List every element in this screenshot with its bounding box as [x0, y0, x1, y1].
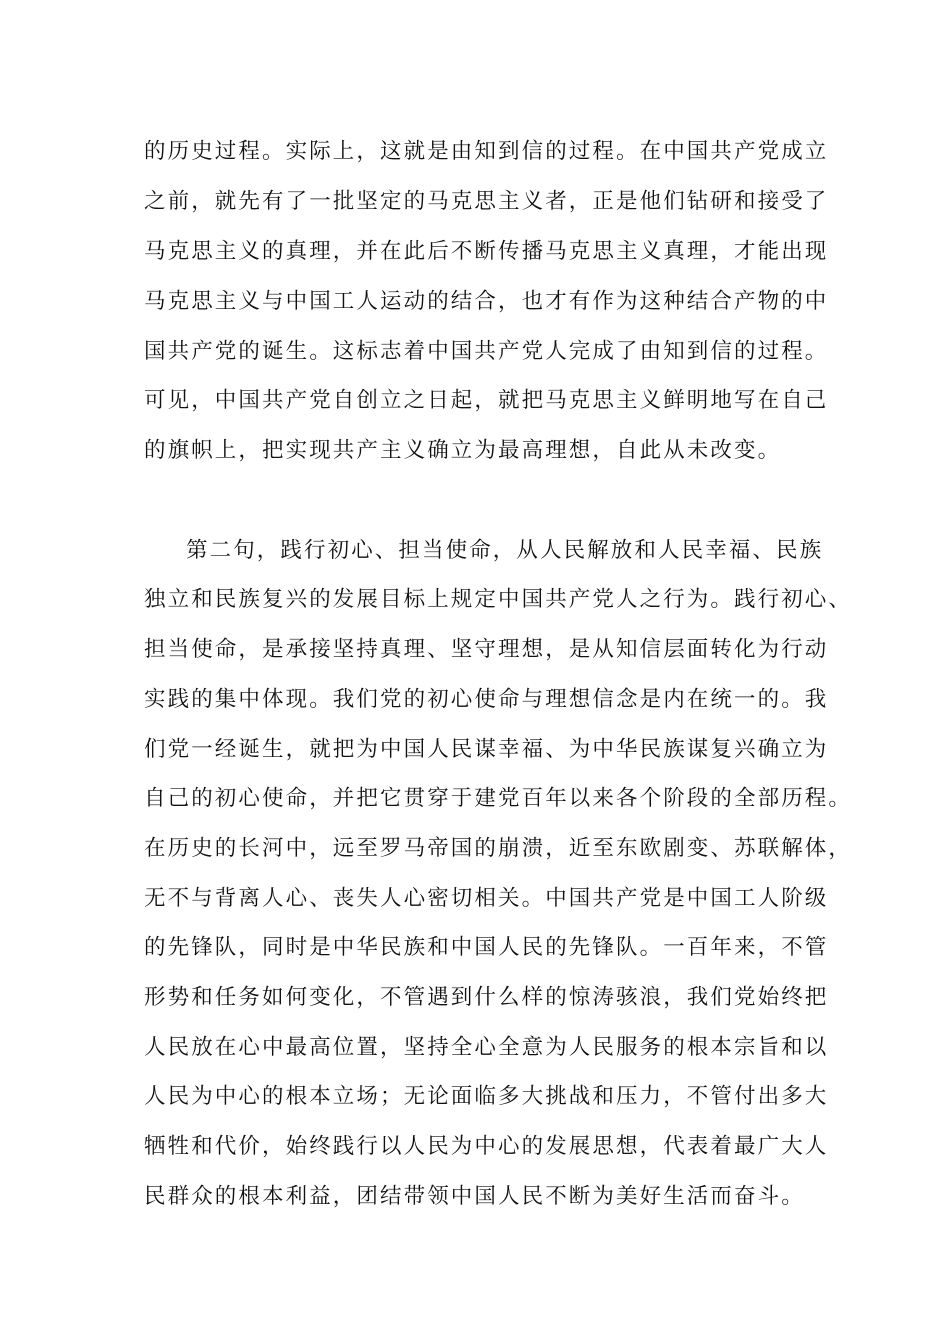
text-line: 们党一经诞生，就把为中国人民谋幸福、为中华民族谋复兴确立为: [144, 737, 829, 762]
text-line: 可见，中国共产党自创立之日起，就把马克思主义鲜明地写在自己: [144, 388, 829, 413]
text-line: 形势和任务如何变化，不管遇到什么样的惊涛骇浪，我们党始终把: [144, 985, 829, 1010]
text-line: 人民放在心中最高位置，坚持全心全意为人民服务的根本宗旨和以: [144, 1035, 829, 1060]
text-line: 担当使命，是承接坚持真理、坚守理想，是从知信层面转化为行动: [144, 637, 829, 662]
text-line: 马克思主义与中国工人运动的结合，也才有作为这种结合产物的中: [144, 289, 829, 314]
text-line: 牺牲和代价，始终践行以人民为中心的发展思想，代表着最广大人: [144, 1134, 829, 1159]
text-line: 在历史的长河中，远至罗马帝国的崩溃，近至东欧剧变、苏联解体，: [144, 836, 853, 861]
text-line: 的历史过程。实际上，这就是由知到信的过程。在中国共产党成立: [144, 139, 829, 164]
text-line: 马克思主义的真理，并在此后不断传播马克思主义真理，才能出现: [144, 239, 829, 264]
text-line: 之前，就先有了一批坚定的马克思主义者，正是他们钻研和接受了: [144, 189, 829, 214]
text-line: 的旗帜上，把实现共产主义确立为最高理想，自此从未改变。: [144, 438, 782, 463]
text-line: 独立和民族复兴的发展目标上规定中国共产党人之行为。践行初心、: [144, 587, 853, 612]
text-line: 无不与背离人心、丧失人心密切相关。中国共产党是中国工人阶级: [144, 886, 829, 911]
text-line: 国共产党的诞生。这标志着中国共产党人完成了由知到信的过程。: [144, 339, 829, 364]
text-line: 自己的初心使命，并把它贯穿于建党百年以来各个阶段的全部历程。: [144, 786, 853, 811]
text-line: 实践的集中体现。我们党的初心使命与理想信念是内在统一的。我: [144, 687, 829, 712]
text-line: 人民为中心的根本立场；无论面临多大挑战和压力，不管付出多大: [144, 1084, 829, 1109]
text-line: 第二句，践行初心、担当使命，从人民解放和人民幸福、民族: [186, 538, 824, 563]
text-line: 的先锋队，同时是中华民族和中国人民的先锋队。一百年来，不管: [144, 935, 829, 960]
text-line: 民群众的根本利益，团结带领中国人民不断为美好生活而奋斗。: [144, 1184, 805, 1209]
